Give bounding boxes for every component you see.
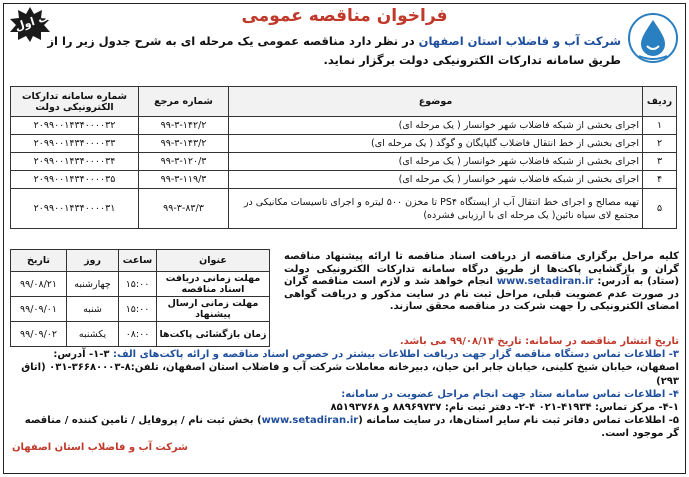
schedule-table [10,249,270,347]
contact-block [12,348,679,388]
procedure-paragraph: کلیه مراحل برگزاری مناقصه از دریافت اسناد مناقصه تا ارائه پیشنهاد مناقصه گران و بازگشایی پاکت‌ها از طریق درگاه سامانه تدارکات الکترونیکی دولت (ستاد) به آدرس: www.setadiran.ir انجام خواهد شد و لازم است مناقصه گران در صورت عدم عضویت قبلی، مراحل ثبت نام در سایت مذکور و دریافت گواهی امضای الکترونیکی را جهت شرکت در مناقصه محقق سازند. [284,251,680,313]
row-ref: ۹۹-۳-۱۲۰/۳ [139,153,229,171]
page-title: فراخوان مناقصه عمومی [241,6,448,26]
row-subject: تهیه مصالح و اجرای خط انتقال آب از ایستگاه PS۴ تا مخزن ۵۰۰ لیتره و اجرای تاسیسات مکانیکی در مجتمع لای سیاه نائین( یک مرحله ای با ارزیابی فشرده) [229,189,643,229]
setad-contact-header: ۴- اطلاعات تماس سامانه ستاد جهت انجام مراحل عضویت در سامانه: [341,388,679,400]
sched-date: ۹۹/۰۸/۲۱ [11,272,67,297]
table-row [11,171,677,189]
sched-time: ۰۸:۰۰ [119,322,157,347]
sched-title: مهلت زمانی ارسال پیشنهاد [157,297,270,322]
intro-text [31,32,621,70]
row-subject: اجرای بخشی از خط انتقال فاضلاب گلپایگان و گوگد ( یک مرحله ای) [229,135,643,153]
sched-time: ۱۵:۰۰ [119,272,157,297]
col-header-system-number: شماره سامانه تدارکات الکترونیکی دولت [11,87,139,117]
sched-time: ۱۵:۰۰ [119,297,157,322]
schedule-header [11,250,270,272]
setad-contact-detail: ۴-۱- مرکز تماس: ۴۱۹۳۴-۰۲۱ ۴-۲- دفتر ثبت نام: ۸۸۹۶۹۷۳۷ و ۸۵۱۹۳۷۶۸ [330,402,679,414]
signature: شرکت آب و فاضلاب استان اصفهان [12,441,188,453]
row-ref: ۹۹-۳-۱۱۹/۳ [139,171,229,189]
schedule-row [11,272,270,297]
col-header-row-num: ردیف [643,87,677,117]
setad-link[interactable]: www.setadiran.ir [496,276,594,288]
row-subject: اجرای بخشی از شبکه فاضلاب شهر خوانسار ( یک مرحله ای) [229,153,643,171]
row-system-number: ۲۰۹۹۰۰۱۴۳۴۰۰۰۰۳۵ [11,171,139,189]
sched-day: شنبه [67,297,119,322]
setad-link-2[interactable]: www.setadiran.ir [261,415,359,427]
sched-title: زمان بازگشائی پاکت‌ها [157,322,270,347]
row-num: ۳ [643,153,677,171]
contact-detail: ۳-۱- آدرس: اصفهان، خیابان شیخ کلینی، خیابان جابر ابن حیان، دبیرخانه معاملات شرکت آب و فاضلاب استان اصفهان، تلفن:۸-۳۶۶۸۰۰۰۳-۰۳۱ (اتاق ۲۹۳) [21,349,679,387]
row-subject: اجرای بخشی از شبکه فاضلاب شهر خوانسار ( یک مرحله ای) [229,171,643,189]
sched-header-date: تاریخ [11,250,67,272]
row-subject: اجرای بخشی از شبکه فاضلاب شهر خوانسار ( یک مرحله ای) [229,117,643,135]
item-5: ۵- اطلاعات تماس دفاتر ثبت نام سایر استان‌ها، در سایت سامانه (www.setadiran.ir) بخش ثبت نام / پروفایل / تامین کننده / مناقصه گر موجود است. [24,415,679,440]
row-system-number: ۲۰۹۹۰۰۱۴۳۴۰۰۰۰۳۱ [11,189,139,229]
table-row [11,135,677,153]
table-row [11,189,677,229]
org-name: شرکت آب و فاضلاب استان اصفهان [418,34,621,48]
col-header-ref: شماره مرجع [139,87,229,117]
publish-date-line: تاریخ انتشار مناقصه در سامانه: تاریخ ۹۹/۰۸/۱۴ می باشد. [399,336,679,347]
sched-header-time: ساعت [119,250,157,272]
sched-header-day: روز [67,250,119,272]
contact-section [12,335,679,454]
row-system-number: ۲۰۹۹۰۰۱۴۳۴۰۰۰۰۳۲ [11,117,139,135]
sched-date: ۹۹/۰۹/۰۲ [11,322,67,347]
table-row [11,153,677,171]
tender-table [10,86,677,229]
row-system-number: ۲۰۹۹۰۰۱۴۳۴۰۰۰۰۳۳ [11,135,139,153]
sched-date: ۹۹/۰۹/۰۱ [11,297,67,322]
row-ref: ۹۹-۳-۱۴۲/۲ [139,117,229,135]
intro-rest: در نظر دارد مناقصه عمومی یک مرحله ای به شرح جدول زیر را از طریق سامانه تدارکات الکترونیکی دولت برگزار نماید. [47,34,621,67]
contact-header: ۳- اطلاعات تماس دستگاه مناقصه گزار جهت دریافت اطلاعات بیشتر در خصوص اسناد مناقصه و ارائه پاکت‌های الف: [113,349,679,361]
first-notice-badge: نوبت اول [13,5,66,34]
row-system-number: ۲۰۹۹۰۰۱۴۳۴۰۰۰۰۳۴ [11,153,139,171]
schedule-row [11,297,270,322]
sched-day: چهارشنبه [67,272,119,297]
row-num: ۴ [643,171,677,189]
sched-day: یکشنبه [67,322,119,347]
row-num: ۵ [643,189,677,229]
sched-header-title: عنوان [157,250,270,272]
row-num: ۲ [643,135,677,153]
tender-table-header [11,87,677,117]
table-row [11,117,677,135]
col-header-subject: موضوع [229,87,643,117]
row-ref: ۹۹-۳-۱۴۳/۲ [139,135,229,153]
sched-title: مهلت زمانی دریافت اسناد مناقصه [157,272,270,297]
row-num: ۱ [643,117,677,135]
row-ref: ۹۹-۳-۸۳/۳ [139,189,229,229]
